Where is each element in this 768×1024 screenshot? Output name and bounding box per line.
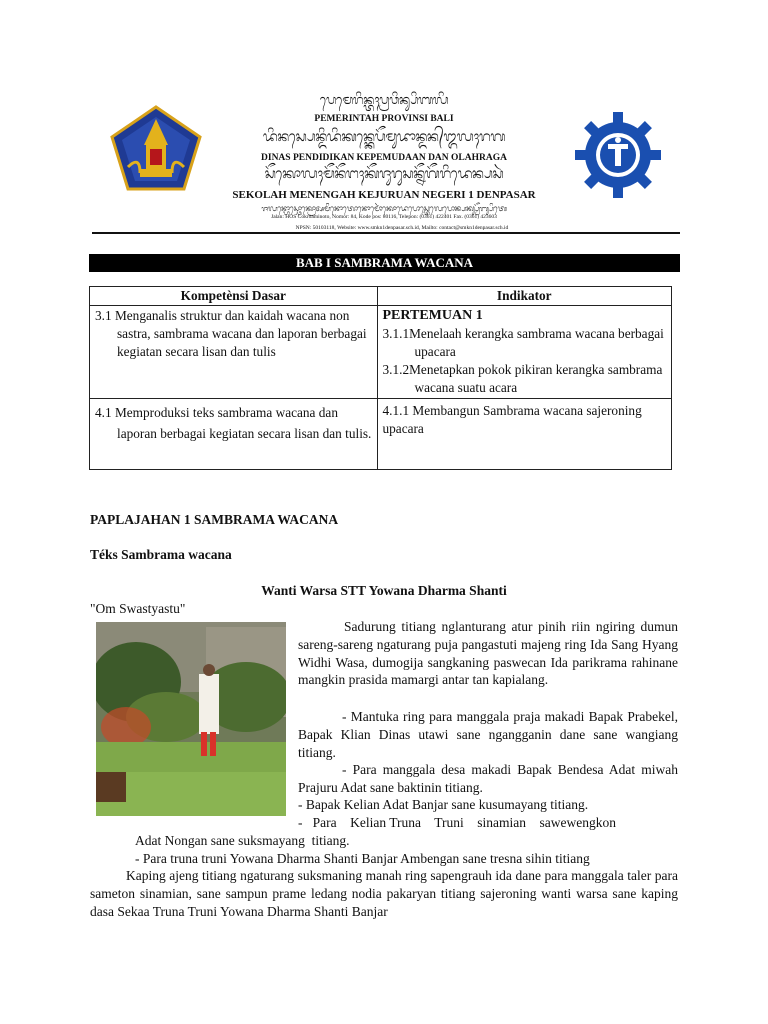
ceremony-photo-illustration: [96, 622, 286, 816]
speech-paragraph-2: Kaping ajeng titiang ngaturang suksmaning manah ring sapengrauh ida dane para manggala taler para sameton sinamian, sane sampun prame ledang nodia pakaryan titiang sajeroning wanti warsa sane kaping dasa Sekaa Truna Truni Yowana Dharma Shanti Banjar: [90, 868, 678, 919]
indicator-3-1-1: 3.1.1Menelaah kerangka sambrama wacana berbagai upacara: [382, 326, 664, 359]
speech-paragraph-1: Sadurung titiang nglanturang atur pinih riin ngiring dumun sareng-sareng ngaturang puja pangastuti majeng ring Ida Sang Hyang Widhi Wasa, dumogija sangkaning paswecan Ida parikrama rahinane mangkin prasida mamargi antar tan kapialang.: [298, 619, 678, 688]
balinese-script-line-3: ᬲᭂᬓᭀᬮᬄᬫᭂᬦᭂᬗᬄᬓᭂᬚᬸᬭᬸᬲᬦ᭄ᬦᭂᬕᭂᬭᬶᬤᬾᬦ᭄ᬧᬲᬃ: [264, 166, 504, 182]
government-name: PEMERINTAH PROVINSI BALI: [314, 114, 454, 124]
ceremony-photo: [96, 622, 286, 816]
school-address: Jalan: HOS Cokroaminoto, Nomor: 84, Kode pos: 80116, Telepon: (0361) 422401 Fax. (0361) 423603: [271, 214, 497, 220]
lesson-title: PAPLAJAHAN 1 SAMBRAMA WACANA: [90, 512, 339, 527]
school-name: SEKOLAH MENENGAH KEJURUAN NEGERI 1 DENPASAR: [232, 189, 536, 201]
kd-4-1: 4.1 Memproduksi teks sambrama wacana dan laporan berbagai kegiatan secara lisan dan tulis.: [95, 405, 372, 441]
balinese-script-line-2: ᬤᬶᬦᬲ᭄ᬧᬾᬦ᭄ᬤᬶᬤᬶᬓᬦ᭄ᬓᬾᬧᭂᬫᬸᬤᬵᬦ᭄ᬤᬦ᭄ᬑᬮᬄᬭᬕ: [262, 129, 506, 145]
table-header-kd: Kompetènsi Dasar: [90, 287, 378, 306]
balinese-script-line-1: ᬧᬾᬫᬾᬭᬶᬦ᭄ᬢᬄᬧ᭄ᬭᬯᬶᬦ᭄ᬲᬶᬩᬮᬶ: [319, 93, 449, 108]
table-header-indicator: Indikator: [377, 287, 672, 306]
table-row: [90, 399, 672, 470]
speech-bullet-3: - Bapak Kelian Adat Banjar sane kusumayang titiang.: [298, 797, 589, 812]
table-row: [90, 306, 672, 399]
school-npsn-contact: NPSN: 50103118, Website: www.smkn1denpasar.sch.id, Mailto: contact@smkn1denpasar.sch.id: [295, 225, 509, 231]
text-heading: Téks Sambrama wacana: [90, 547, 232, 562]
speech-bullet-2: - Para manggala desa makadi Bapak Bendesa Adat miwah Prajuru Adat sane baktinin titiang.: [298, 762, 678, 795]
greeting: "Om Swastyastu": [90, 601, 186, 616]
kd-3-1: 3.1 Menganalis struktur dan kaidah wacana non sastra, sambrama wacana dan laporan berbagai kegiatan secara lisan dan tulis: [95, 308, 367, 359]
speech-bullet-5: - Para truna truni Yowana Dharma Shanti Banjar Ambengan sane tresna sihin titiang: [135, 851, 590, 866]
speech-title: Wanti Warsa STT Yowana Dharma Shanti: [261, 583, 507, 598]
speech-bullet-4: - Para Kelian Truna Truni sinamian sawewengkon: [298, 815, 616, 830]
balinese-script-address: ᬚᬮᬦ᭄ᬳᭀᬲ᭄ᬘᭀᬓ᭄ᬭᭀᬅᬫᬶᬦᭀᬢᭀᬦᭀᬫᭀᬃᬓᭀᬤᬾᬧᭀᬲ᭄ᬢᬾᬮᬾᬧᭀᬦ᭄ᬧᬓ᭄ᬲ᭄ᬯᭂᬩ᭄ᬲᬶᬢᬾ: [261, 204, 507, 213]
department-name: DINAS PENDIDIKAN KEPEMUDAAN DAN OLAHRAGA: [261, 153, 507, 163]
letterhead-divider: [92, 232, 680, 234]
meeting-label: PERTEMUAN 1: [382, 308, 483, 323]
indicator-3-1-2: 3.1.2Menetapkan pokok pikiran kerangka sambrama wacana suatu acara: [382, 362, 663, 395]
speech-bullet-1: - Mantuka ring para manggala praja makadi Bapak Prabekel, Bapak Klian Dinas utawi sane ngangganin dane sane wangiang titiang.: [298, 709, 678, 760]
table-header-row: [90, 287, 672, 306]
letterhead: [0, 0, 768, 240]
indicator-4-1-1: 4.1.1 Membangun Sambrama wacana sajeroning upacara: [382, 403, 642, 436]
chapter-title-bar: BAB I SAMBRAMA WACANA: [89, 254, 680, 272]
competency-table: [89, 286, 672, 470]
speech-bullet-4-continued: Adat Nongan sane suksmayang titiang.: [135, 833, 350, 848]
